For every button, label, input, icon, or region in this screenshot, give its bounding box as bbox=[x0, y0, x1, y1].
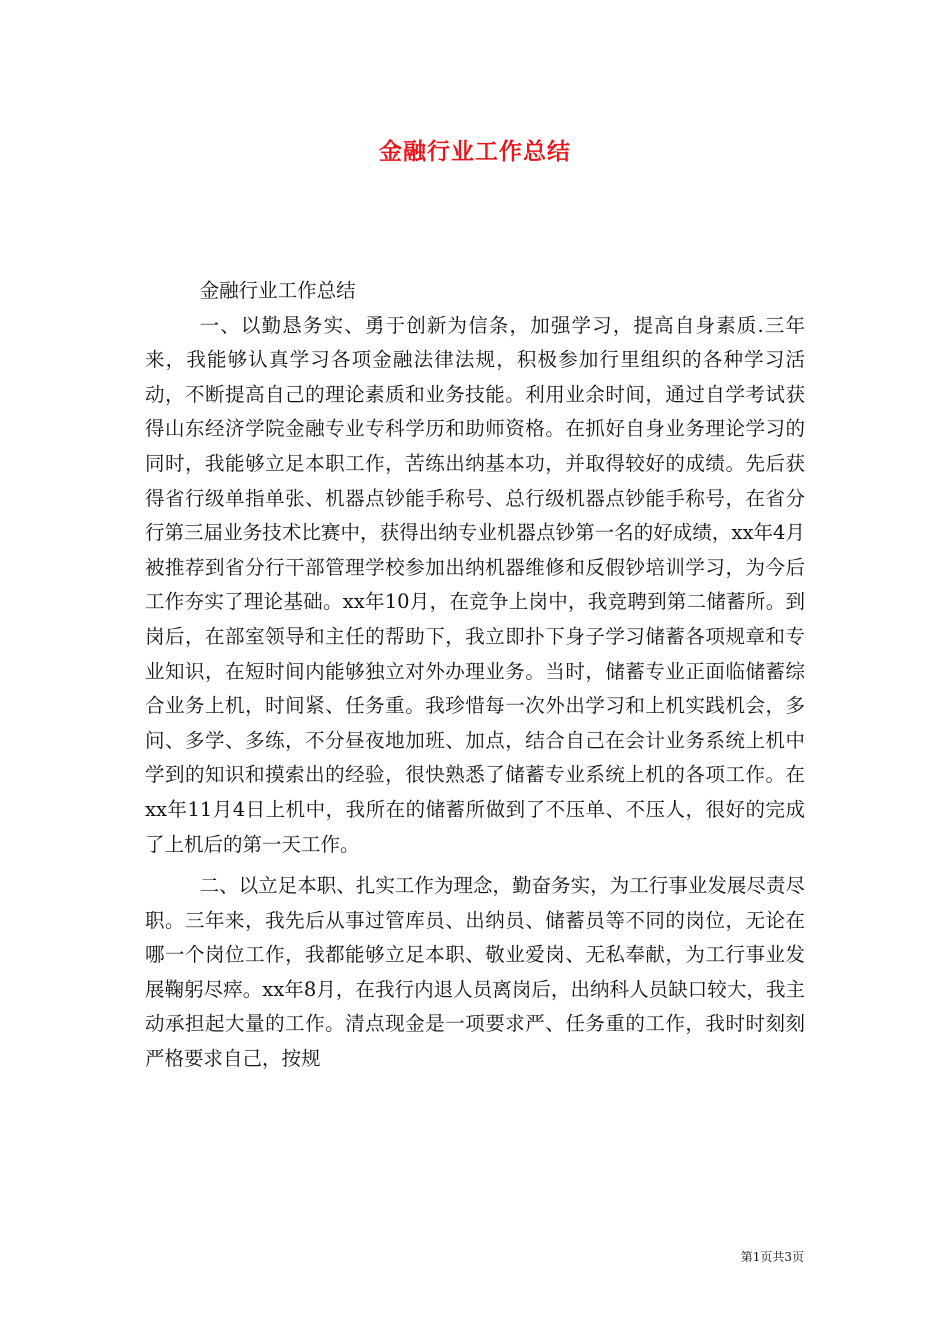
document-subtitle: 金融行业工作总结 bbox=[199, 279, 356, 302]
document-body bbox=[145, 274, 805, 1077]
body-paragraph-1: 一、以勤恳务实、勇于创新为信条，加强学习，提高自身素质.三年来，我能够认真学习各项金融法律法规，积极参加行里组织的各种学习活动，不断提高自己的理论素质和业务技能。利用业余时间，通过自学考试获得山东经济学院金融专业专科学历和助师资格。在抓好自身业务理论学习的同时，我能够立足本职工作，苦练出纳基本功，并取得较好的成绩。先后获得省行级单指单张、机器点钞能手称号、总行级机器点钞能手称号，在省分行第三届业务技术比赛中，获得出纳专业机器点钞第一名的好成绩，xx年4月被推荐到省分行干部管理学校参加出纳机器维修和反假钞培训学习，为今后工作夯实了理论基础。xx年10月，在竞争上岗中，我竞聘到第二储蓄所。到岗后，在部室领导和主任的帮助下，我立即扑下身子学习储蓄各项规章和专业知识，在短时间内能够独立对外办理业务。当时，储蓄专业正面临储蓄综合业务上机，时间紧、任务重。我珍惜每一次外出学习和上机实践机会，多问、多学、多练，不分昼夜地加班、加点，结合自己在会计业务系统上机中学到的知识和摸索出的经验，很快熟悉了储蓄专业系统上机的各项工作。在xx年11月4日上机中，我所在的储蓄所做到了不压单、不压人，很好的完成了上机后的第一天工作。 bbox=[145, 313, 805, 856]
document-title: 金融行业工作总结 bbox=[379, 138, 571, 165]
body-paragraph-2: 二、以立足本职、扎实工作为理念，勤奋务实，为工行事业发展尽责尽职。三年来，我先后从事过管库员、出纳员、储蓄员等不同的岗位，无论在哪一个岗位工作，我都能够立足本职、敬业爱岗、无私奉献，为工行事业发展鞠躬尽瘁。xx年8月，在我行内退人员离岗后，出纳科人员缺口较大，我主动承担起大量的工作。清点现金是一项要求严、任务重的工作，我时时刻刻严格要求自己，按规 bbox=[145, 874, 805, 1071]
page-number: 第1页共3页 bbox=[740, 1250, 804, 1264]
